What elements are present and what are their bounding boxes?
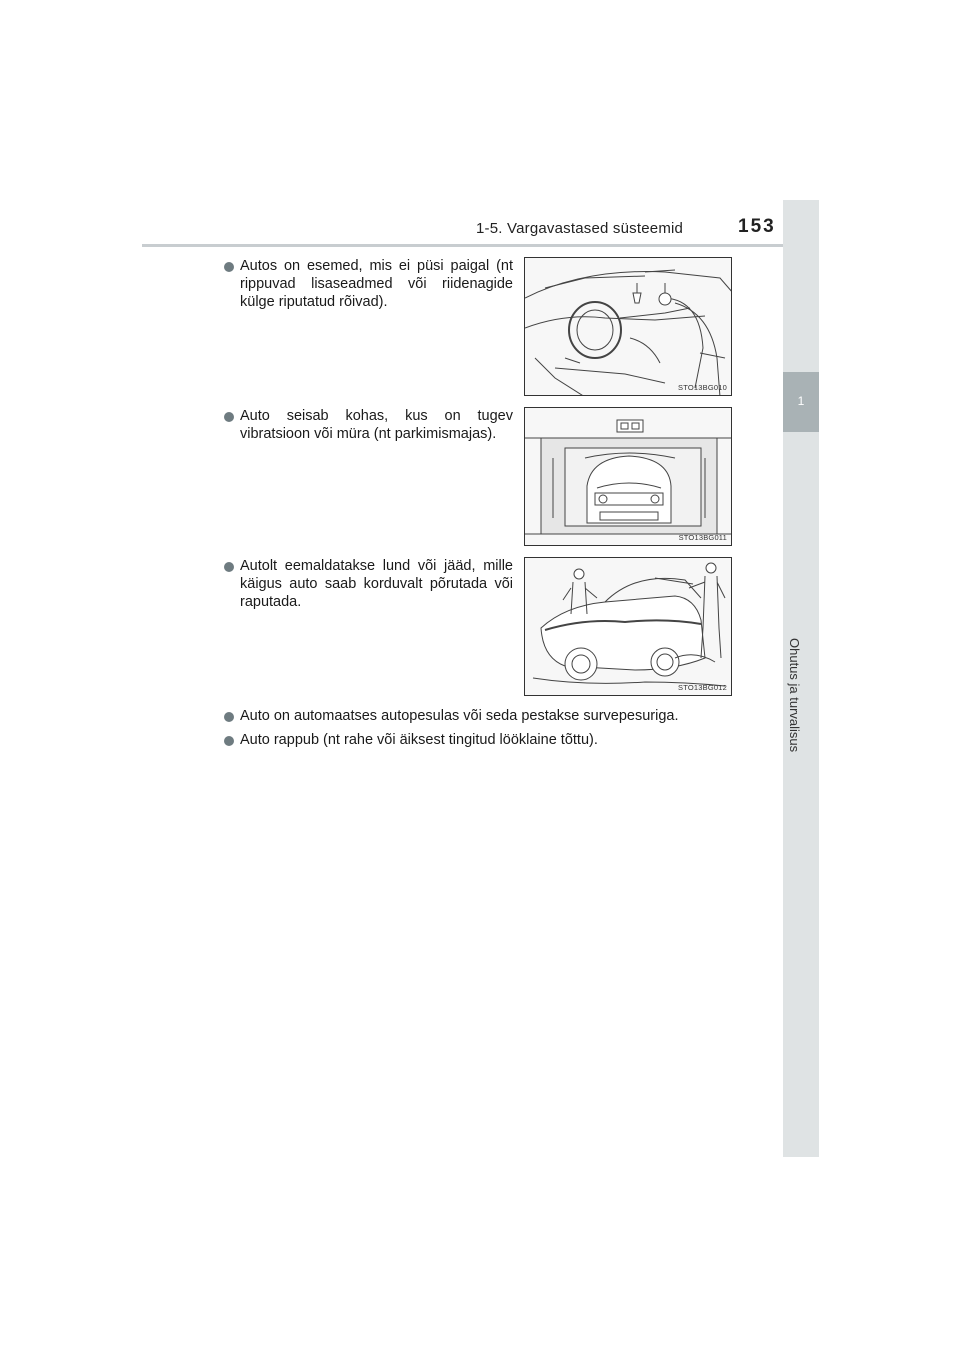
figure-snow xyxy=(524,557,732,696)
bullet-dot xyxy=(224,412,234,422)
bullet-dot xyxy=(224,562,234,572)
page-number: 153 xyxy=(738,216,776,237)
side-tab xyxy=(783,200,819,1157)
bullet-dot xyxy=(224,736,234,746)
parking-garage-illustration xyxy=(525,408,732,546)
figure-code: STO13BG011 xyxy=(678,533,727,542)
figure-code: STO13BG012 xyxy=(678,683,727,692)
header-rule xyxy=(142,244,818,247)
bullet-text: Autolt eemaldatakse lund või jääd, mille käigus auto saab korduvalt põrutada või raputada. xyxy=(240,558,513,610)
bullet-text: Auto seisab kohas, kus on tugev vibratsioon või müra (nt parkimismajas). xyxy=(240,408,513,442)
car-interior-illustration xyxy=(525,258,732,396)
bullet-dot xyxy=(224,712,234,722)
figure-code: STO13BG010 xyxy=(678,383,727,392)
snow-removal-illustration xyxy=(525,558,732,696)
bullet-dot xyxy=(224,262,234,272)
chapter-number: 1 xyxy=(797,394,805,408)
bullet-text: Auto rappub (nt rahe või äiksest tingitud lööklaine tõttu). xyxy=(240,732,598,748)
bullet-text: Autos on esemed, mis ei püsi paigal (nt rippuvad lisaseadmed või riidenagide külge riputatud rõivad). xyxy=(240,258,513,310)
chapter-label: Ohutus ja turvalisus xyxy=(787,638,802,753)
bullet-text: Auto on automaatses autopesulas või seda pestakse survepesuriga. xyxy=(240,708,679,724)
section-title: 1-5. Vargavastased süsteemid xyxy=(476,220,684,237)
figure-interior xyxy=(524,257,732,396)
figure-parking xyxy=(524,407,732,546)
